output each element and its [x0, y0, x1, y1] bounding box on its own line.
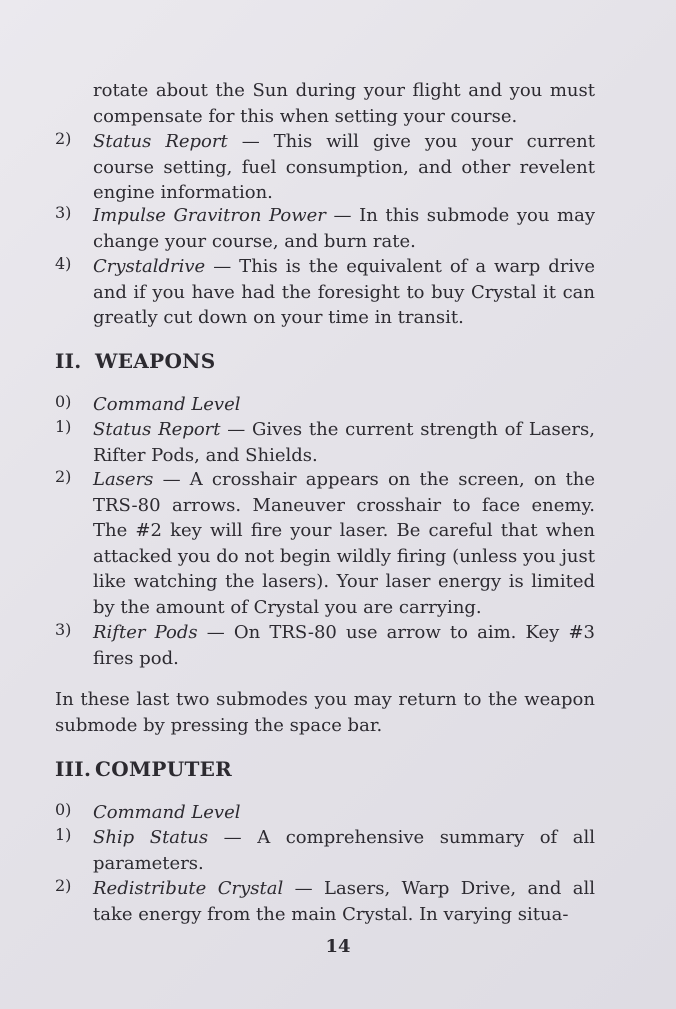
weapons-note: In these last two submodes you may return to the weapon submode by pressing the space bar. — [55, 689, 595, 736]
list-item — [55, 203, 595, 254]
item-title: Lasers — [93, 469, 154, 490]
list-item — [55, 392, 595, 418]
item-title: Command Level — [93, 394, 241, 415]
list-item — [55, 417, 595, 468]
list-item — [55, 129, 595, 206]
item-title: Redistribute Crystal — [93, 878, 284, 899]
list-item — [55, 467, 595, 620]
item-number: 1) — [55, 417, 72, 436]
list-item — [55, 620, 595, 671]
item-number: 0) — [55, 392, 72, 411]
item-text: — A comprehensive summary of all parameters. — [93, 827, 595, 874]
section-title: COMPUTER — [95, 757, 233, 781]
item-text: — A crosshair appears on the screen, on the TRS-80 arrows. Maneuver crosshair to face enemy. The #2 key will fire your laser. Be careful that when attacked you do not begin wildly firing (unless you just like watching the lasers). Your laser energy is limited by the amount of Crystal you are carrying. — [93, 469, 595, 618]
item-text: — In this submode you may change your course, and burn rate. — [93, 205, 595, 252]
item-text: — Lasers, Warp Drive, and all take energy from the main Crystal. In varying situa- — [93, 878, 595, 925]
item-number: 3) — [55, 203, 72, 222]
section-title: WEAPONS — [95, 349, 216, 373]
item-title: Rifter Pods — [93, 622, 198, 643]
section-heading-computer — [55, 757, 232, 781]
item-number: 4) — [55, 254, 72, 273]
section-heading-weapons — [55, 349, 216, 373]
list-item — [55, 254, 595, 331]
item-title: Impulse Gravitron Power — [93, 205, 326, 226]
item-number: 1) — [55, 825, 72, 844]
item-title: Status Report — [93, 419, 221, 440]
item-title: Command Level — [93, 802, 241, 823]
section-numeral: II. — [55, 349, 82, 373]
item-text: — On TRS-80 use arrow to aim. Key #3 fires pod. — [93, 622, 595, 669]
item-number: 2) — [55, 876, 72, 895]
continuation-paragraph — [55, 78, 595, 129]
item-text: — This is the equivalent of a warp drive and if you have had the foresight to buy Crystal it can greatly cut down on your time in transit. — [93, 256, 595, 328]
item-text: — This will give you your current course setting, fuel consumption, and other revelent engine information. — [93, 131, 596, 203]
list-item — [55, 876, 595, 927]
page-number: 14 — [325, 936, 351, 957]
item-title: Crystaldrive — [93, 256, 206, 277]
item-text: — Gives the current strength of Lasers, Rifter Pods, and Shields. — [93, 419, 595, 466]
item-title: Ship Status — [93, 827, 209, 848]
item-number: 2) — [55, 467, 72, 486]
item-number: 2) — [55, 129, 72, 148]
item-title: Status Report — [93, 131, 228, 152]
section-numeral: III. — [55, 757, 92, 781]
list-item — [55, 825, 595, 876]
list-item — [55, 800, 595, 826]
item-number: 3) — [55, 620, 72, 639]
continuation-text: rotate about the Sun during your flight and you must compensate for this when setting your course. — [93, 80, 595, 127]
item-number: 0) — [55, 800, 72, 819]
